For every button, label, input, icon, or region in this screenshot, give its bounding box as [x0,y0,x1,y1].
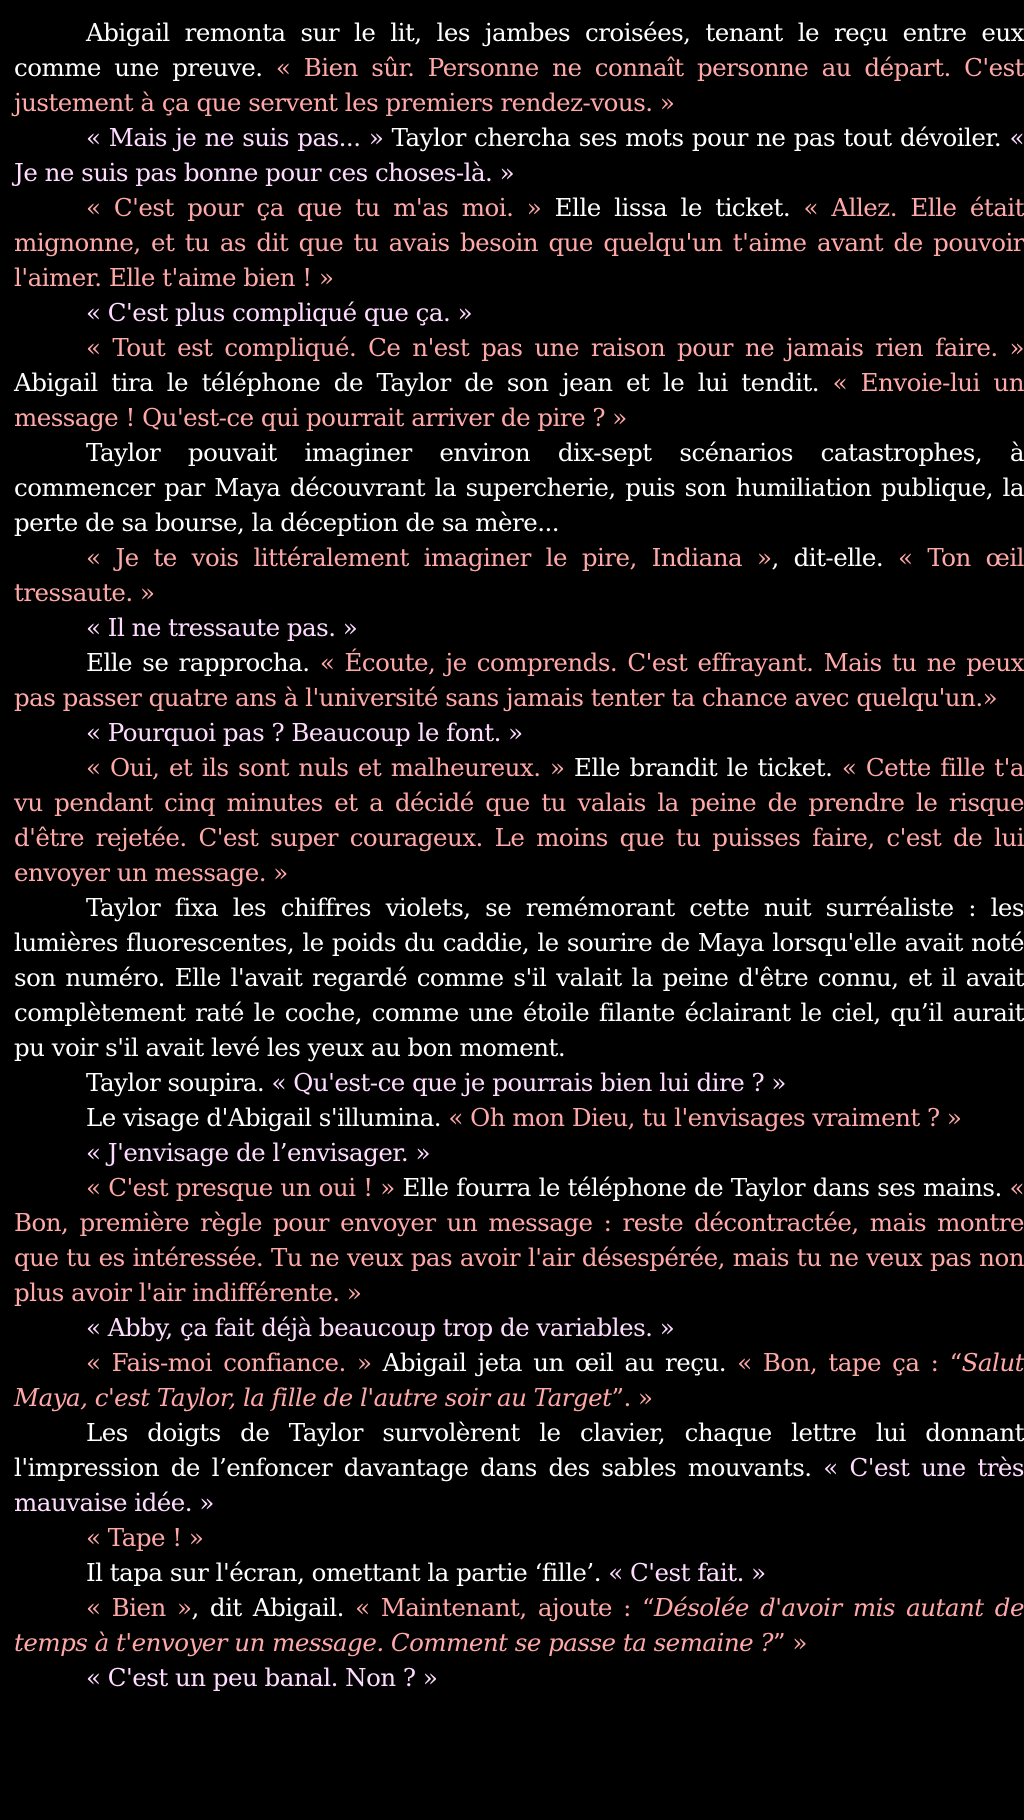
dialogue-abigail: « Bien » [86,1593,192,1622]
paragraph [14,610,1024,645]
dialogue-taylor: « Pourquoi pas ? Beaucoup le font. » [86,718,523,747]
dialogue-taylor: « Mais je ne suis pas... » [86,123,384,152]
narration: Taylor chercha ses mots pour ne pas tout dévoiler. [383,123,1010,152]
paragraph [14,1170,1024,1310]
paragraph [14,1660,1024,1695]
dialogue-taylor: « C'est un peu banal. Non ? » [86,1663,438,1692]
dialogue-abigail: « Écoute, je comprends. C'est effrayant. Mais tu ne peux pas passer quatre ans à l'université sans jamais tenter ta chance avec quelqu'un.» [14,648,1024,712]
paragraph [14,1310,1024,1345]
narration: Les doigts de Taylor survolèrent le clavier, chaque lettre lui donnant l'impression de l’enfoncer davantage dans des sables mouvants. [14,1418,1024,1482]
paragraph [14,15,1024,120]
dialogue-abigail: « Oui, et ils sont nuls et malheureux. » [86,753,565,782]
dialogue-abigail: « Tout est compliqué. Ce n'est pas une raison pour ne jamais rien faire. » [86,333,1024,362]
dialogue-abigail: « Cette fille t'a vu pendant cinq minutes et a décidé que tu valais la peine de prendre le risque d'être rejetée. C'est super courageux. Le moins que tu puisses faire, c'est de lui envoyer un message. » [14,753,1024,887]
narration: Abigail remonta sur le lit, les jambes croisées, tenant le reçu entre eux comme une preuve. [14,18,1024,82]
narration: Elle lissa le ticket. [541,193,804,222]
quoted-message: Désolée d'avoir mis autant de temps à t'envoyer un message. Comment se passe ta semaine ? [14,1593,1024,1657]
paragraph [14,645,1024,715]
dialogue-abigail: « Bon, première règle pour envoyer un message : reste décontractée, mais montre que tu es intéressée. Tu ne veux pas avoir l'air désespérée, mais tu ne veux pas non plus avoir l'air indifférente. » [14,1173,1024,1307]
dialogue-abigail: « Allez. Elle était mignonne, et tu as dit que tu avais besoin que quelqu'un t'aime avant de pouvoir l'aimer. Elle t'aime bien ! » [14,193,1024,292]
dialogue-abigail: « Ton œil tressaute. » [14,543,1024,607]
paragraph [14,890,1024,1065]
dialogue-taylor: « C'est une très mauvaise idée. » [14,1453,1024,1517]
dialogue-abigail: « Envoie-lui un message ! Qu'est-ce qui pourrait arriver de pire ? » [14,368,1024,432]
paragraph [14,1555,1024,1590]
narration: Le visage d'Abigail s'illumina. [86,1103,449,1132]
dialogue-abigail: ” » [773,1628,807,1657]
narration: Il tapa sur l'écran, omettant la partie ‘fille’. [86,1558,609,1587]
narration: Taylor soupira. [86,1068,272,1097]
dialogue-abigail: « Je te vois littéralement imaginer le pire, Indiana » [86,543,772,572]
dialogue-abigail: « C'est presque un oui ! » [86,1173,395,1202]
dialogue-abigail: « Bon, tape ça : “ [737,1348,962,1377]
document-page [14,0,1024,1695]
paragraph [14,1590,1024,1660]
paragraph [14,1135,1024,1170]
paragraph [14,1065,1024,1100]
narration: Taylor pouvait imaginer environ dix-sept scénarios catastrophes, à commencer par Maya découvrant la supercherie, puis son humiliation publique, la perte de sa bourse, la déception de sa mère... [14,438,1024,537]
paragraph [14,750,1024,890]
narration: Elle fourra le téléphone de Taylor dans ses mains. [394,1173,1010,1202]
paragraph [14,1345,1024,1415]
narration: Elle se rapprocha. [86,648,320,677]
paragraph [14,295,1024,330]
paragraph [14,190,1024,295]
dialogue-abigail: « Tape ! » [86,1523,204,1552]
paragraph [14,1415,1024,1520]
paragraph [14,330,1024,435]
dialogue-taylor: « Abby, ça fait déjà beaucoup trop de variables. » [86,1313,675,1342]
narration: Elle brandit le ticket. [564,753,842,782]
narration: , dit Abigail. [191,1593,356,1622]
narration: Abigail tira le téléphone de Taylor de son jean et le lui tendit. [14,368,833,397]
dialogue-abigail: « Bien sûr. Personne ne connaît personne au départ. C'est justement à ça que servent les premiers rendez-vous. » [14,53,1024,117]
dialogue-abigail: « Oh mon Dieu, tu l'envisages vraiment ? » [448,1103,962,1132]
dialogue-abigail: « C'est pour ça que tu m'as moi. » [86,193,542,222]
paragraph [14,120,1024,190]
dialogue-abigail: « Maintenant, ajoute : “ [355,1593,655,1622]
narration: , dit-elle. [771,543,898,572]
dialogue-taylor: « C'est fait. » [608,1558,766,1587]
quoted-message: Salut Maya, c'est Taylor, la fille de l'autre soir au Target [14,1348,1024,1412]
dialogue-abigail: « Fais-moi confiance. » [86,1348,372,1377]
paragraph [14,715,1024,750]
dialogue-taylor: « Qu'est-ce que je pourrais bien lui dire ? » [271,1068,786,1097]
dialogue-taylor: « Je ne suis pas bonne pour ces choses-là. » [14,123,1024,187]
dialogue-abigail: ”. » [611,1383,653,1412]
dialogue-taylor: « C'est plus compliqué que ça. » [86,298,473,327]
paragraph [14,435,1024,540]
dialogue-taylor: « Il ne tressaute pas. » [86,613,358,642]
paragraph [14,1520,1024,1555]
narration: Taylor fixa les chiffres violets, se remémorant cette nuit surréaliste : les lumières fluorescentes, le poids du caddie, le sourire de Maya lorsqu'elle avait noté son numéro. Elle l'avait regardé comme s'il valait la peine d'être connu, et il avait complètement raté le coche, comme une étoile filante éclairant le ciel, qu’il aurait pu voir s'il avait levé les yeux au bon moment. [14,893,1024,1062]
paragraph [14,1100,1024,1135]
paragraph [14,540,1024,610]
dialogue-taylor: « J'envisage de l’envisager. » [86,1138,430,1167]
narration: Abigail jeta un œil au reçu. [371,1348,738,1377]
